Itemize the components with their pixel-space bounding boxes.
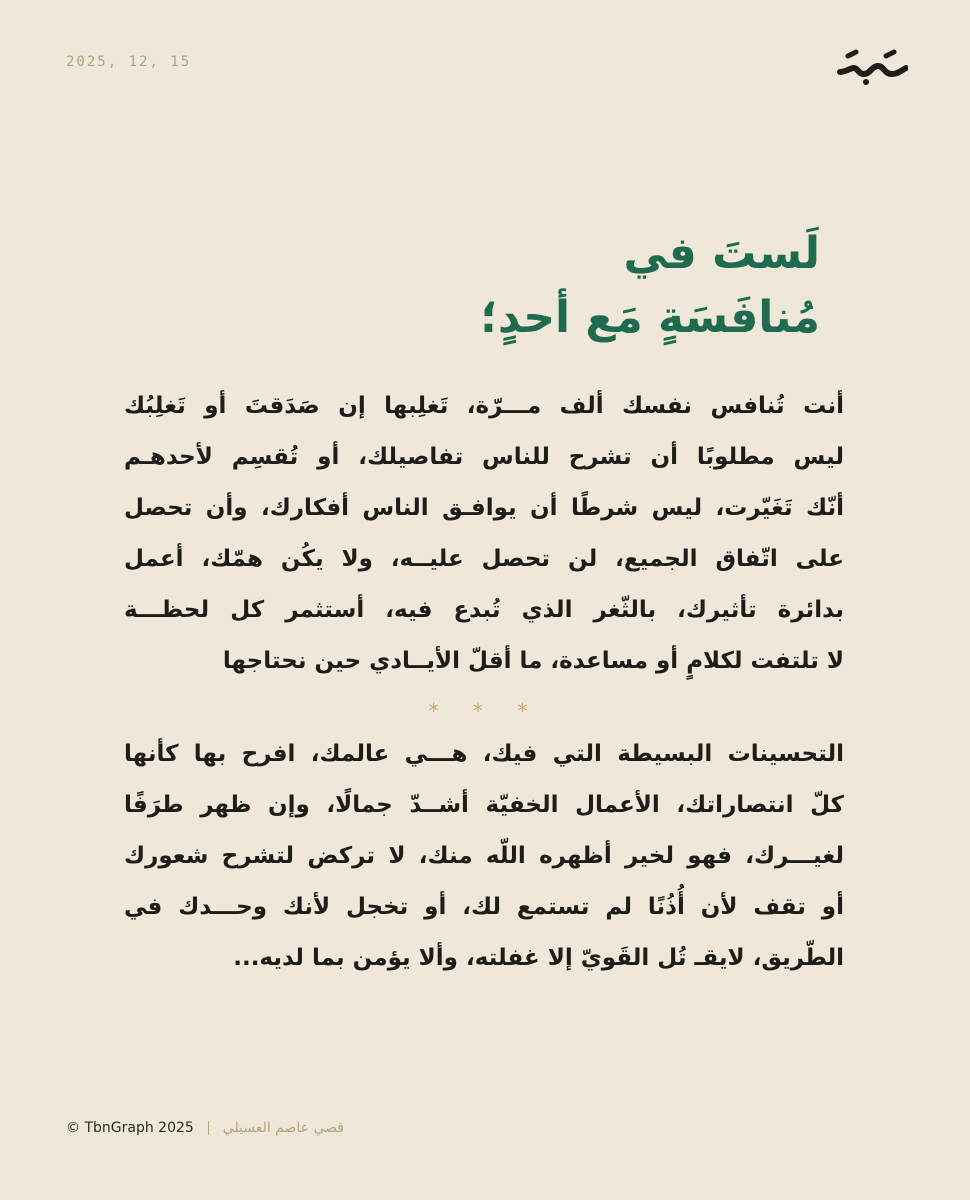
- tabah-logo-icon: [836, 42, 908, 86]
- title-line-2: مُنافَسَةٍ مَع أحدٍ؛: [480, 292, 820, 343]
- text-line: لغيـــرك، فهو لخير أظهره اللّه منك، لا تركض لتشرح شعورك: [124, 843, 844, 869]
- paragraph-2: [124, 729, 844, 984]
- copyright-label: © TbnGraph 2025: [66, 1120, 194, 1136]
- text-line: أو تقف لأن أُذُنًا لم تستمع لك، أو تخجل لأنك وحـــدك في: [124, 894, 844, 920]
- date-label: 2025, 12, 15: [66, 54, 192, 70]
- text-line: ليس مطلوبًا أن تشرح للناس تفاصيلك، أو تُقسِم لأحدهـم: [124, 444, 844, 470]
- paragraph-1: [124, 381, 844, 687]
- text-line: أنت تُنافس نفسك ألف مـــرّة، تَغلِبها إن صَدَقتَ أو تَغلِبُك: [124, 393, 844, 419]
- text-line: كلّ انتصاراتك، الأعمال الخفيّة أشــدّ جمالًا، وإن ظهر طرَفًا: [124, 792, 844, 818]
- text-line: الطّريق، لايقـ تُل القَويّ إلا غفلته، وألا يؤمن بما لديه...: [233, 945, 844, 971]
- page-title: [320, 222, 820, 350]
- text-line: أنّك تَغَيّرت، ليس شرطًا أن يوافـق الناس أفكارك، وأن تحصل: [124, 495, 844, 521]
- author-name: قصي عاصم العسيلي: [222, 1120, 344, 1136]
- separator-asterisks: * * *: [428, 699, 542, 723]
- footer-divider: [208, 1121, 209, 1135]
- text-line: على اتّفاق الجميع، لن تحصل عليــه، ولا يكُن همّك، أعمل: [124, 546, 844, 572]
- title-line-1: لَستَ في: [623, 228, 820, 279]
- footer: [66, 1120, 344, 1136]
- text-line: التحسينات البسيطة التي فيك، هـــي عالمك، افرح بها كأنها: [124, 741, 844, 767]
- text-line: لا تلتفت لكلامٍ أو مساعدة، ما أقلّ الأيــادي حين نحتاجها: [222, 648, 844, 674]
- text-line: بدائرة تأثيرك، بالثّغر الذي تُبدع فيه، أستثمر كل لحظـــة: [124, 597, 844, 623]
